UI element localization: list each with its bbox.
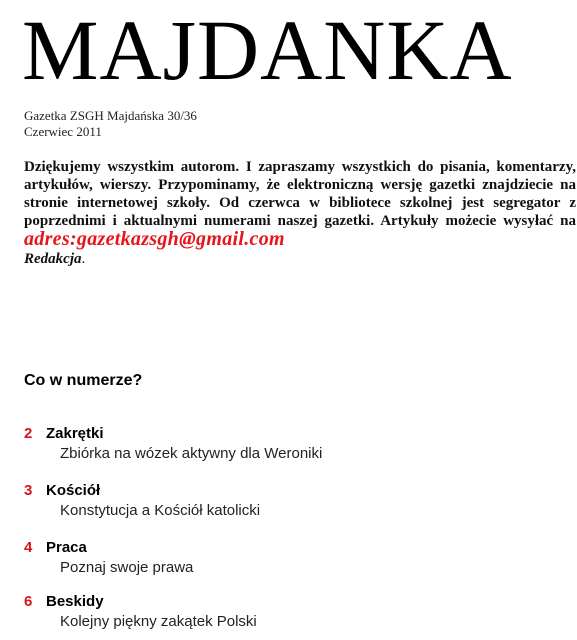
toc-item[interactable] xyxy=(24,424,564,464)
toc-item[interactable] xyxy=(24,538,564,578)
toc-page-number: 6 xyxy=(24,593,33,610)
intro-text: Dziękujemy wszystkim autorom. I zapraszamy wszystkich do pisania, komentarzy, artykułów, wierszy. Przypominamy, że elektroniczną wersję gazetki znajdziecie na stronie internetowej szkoły. Od czerwca w bibliotece szkolnej jest segregator z poprzednimi i aktualnymi numerami naszej gazetki. Artykuły możecie wysyłać na xyxy=(24,159,576,229)
toc-item-head xyxy=(24,592,564,612)
email-address[interactable]: adres:gazetkazsgh@gmail.com xyxy=(24,228,285,250)
toc-item-description: Zbiórka na wózek aktywny dla Weroniki xyxy=(60,445,323,462)
toc-item-head xyxy=(24,538,564,558)
toc-page-number: 2 xyxy=(24,425,33,442)
toc-item-head xyxy=(24,481,564,501)
editor-signature: Redakcja xyxy=(24,251,82,267)
toc-item-title: Zakrętki xyxy=(46,425,104,442)
contents-heading: Co w numerze? xyxy=(24,372,143,389)
issue-date: Czerwiec 2011 xyxy=(24,124,102,139)
toc-item-head xyxy=(24,424,564,444)
toc-item-title: Kościół xyxy=(46,482,101,499)
signature-period: . xyxy=(81,251,86,267)
toc-page-number: 3 xyxy=(24,482,33,499)
toc-page-number: 4 xyxy=(24,539,33,556)
publication-address: Gazetka ZSGH Majdańska 30/36 xyxy=(24,108,197,123)
toc-item[interactable] xyxy=(24,481,564,521)
intro-paragraph xyxy=(24,158,576,268)
toc-item-description: Poznaj swoje prawa xyxy=(60,559,194,576)
toc-item-title: Praca xyxy=(46,539,87,556)
newsletter-masthead: MAJDANKA xyxy=(22,2,513,98)
toc-item-title: Beskidy xyxy=(46,593,104,610)
issue-info xyxy=(24,108,197,140)
toc-item[interactable] xyxy=(24,592,564,632)
toc-item-description: Kolejny piękny zakątek Polski xyxy=(60,613,257,630)
toc-item-description: Konstytucja a Kościół katolicki xyxy=(60,502,261,519)
